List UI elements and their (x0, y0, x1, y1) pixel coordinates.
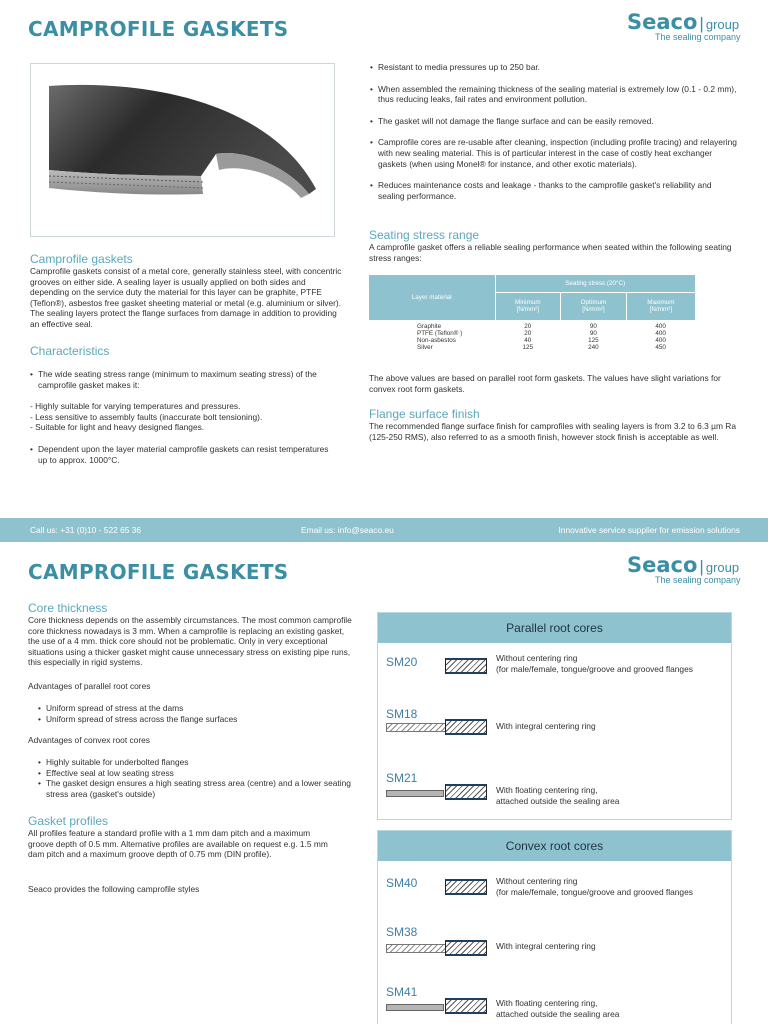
table-header-min: Minimum [N/mm²] (495, 292, 561, 320)
floating-ring-sm21 (386, 790, 444, 797)
logo-group-text: group (705, 560, 740, 575)
contact-footer (0, 518, 768, 542)
table-note: The above values are based on parallel root form gaskets. The values have slight variations for convex root form gaskets. (369, 373, 721, 394)
profile-sm41-diagram (445, 998, 487, 1014)
code-sm20: SM20 (386, 655, 418, 669)
convex-adv-list (38, 757, 358, 799)
integral-ring-sm38 (386, 944, 448, 953)
floating-ring-sm41 (386, 1004, 444, 1011)
desc-sm40: Without centering ring (for male/female, tongue/groove and grooved flanges (496, 876, 693, 897)
gasket-photo-illustration (31, 64, 335, 237)
list-item: • Resistant to media pressures up to 250 bar. (370, 62, 541, 72)
parallel-panel-title: Parallel root cores (378, 613, 731, 643)
list-item: • The gasket will not damage the flange surface and can be easily removed. (370, 115, 654, 126)
characteristics-point-2: Dependent upon the layer material camprofile gaskets can resist temperatures up to approx. 1000°C. (38, 443, 329, 465)
footer-email: Email us: info@seaco.eu (301, 525, 394, 535)
list-item: • Effective seal at low seating stress (38, 767, 174, 778)
seating-text: A camprofile gasket offers a reliable sealing performance when seated within the following seating stress ranges: (369, 242, 732, 263)
profile-sm20-diagram (445, 658, 487, 674)
logo-main-text: Seaco (627, 10, 698, 34)
profile-sm40-diagram (445, 879, 487, 895)
desc-sm20: Without centering ring (for male/female, tongue/groove and grooved flanges (496, 653, 693, 674)
core-text: Core thickness depends on the assembly circumstances. The most common camprofile core thickness nowadays is 3 mm. When a camprofile is replacing an existing gasket, the use of a 4 mm. thick core should not be problematic. Only in very exceptional situations using a thicker gasket might cause unnecessary stress on existing pipe runs, this especially in rigid systems. (28, 615, 352, 668)
camprofile-heading: Camprofile gaskets (30, 252, 133, 266)
parallel-adv-heading: Advantages of parallel root cores (28, 681, 151, 691)
code-sm40: SM40 (386, 876, 418, 890)
convex-adv-heading: Advantages of convex root cores (28, 735, 150, 745)
list-item: - Highly suitable for varying temperatures and pressures. (30, 401, 241, 412)
desc-sm38: With integral centering ring (496, 941, 596, 951)
footer-phone: Call us: +31 (0)10 - 522 65 36 (30, 525, 142, 535)
code-sm41: SM41 (386, 985, 418, 999)
styles-text: Seaco provides the following camprofile styles (28, 884, 200, 894)
desc-sm21: With floating centering ring, attached outside the sealing area (496, 785, 620, 806)
integral-ring-sm18 (386, 723, 448, 732)
footer-slogan: Innovative service supplier for emission solutions (558, 525, 740, 535)
characteristics-list (30, 401, 340, 433)
code-sm21: SM21 (386, 771, 418, 785)
parallel-adv-list (38, 703, 358, 724)
profile-sm18-diagram (445, 719, 487, 735)
profile-sm21-diagram (445, 784, 487, 800)
table-row: Graphite 20 90 400 (417, 323, 666, 330)
logo-group-text: group (705, 17, 740, 32)
profile-sm38-diagram (445, 940, 487, 956)
table-header-layer: Layer material (369, 275, 495, 320)
logo-tagline: The sealing company (655, 575, 741, 585)
profiles-text: All profiles feature a standard profile with a 1 mm dam pitch and a maximum groove depth of 0.5 mm. Alternative profiles are available on request e.g. 1.5 mm dam pitch and a maximum groove depth of 0.75 mm (DIN profile). (28, 828, 328, 860)
code-sm38: SM38 (386, 925, 418, 939)
gasket-photo (30, 63, 335, 237)
table-row: Silver 125 240 450 (417, 344, 666, 351)
convex-panel-title: Convex root cores (378, 831, 731, 861)
characteristics-block: • The wide seating stress range (minimum to maximum seating stress) of the camprofile gasket makes it: - Highly suitable for varying temperatures and pressures. - Less sensitive to assembly faults (inaccurate bolt tensioning). - Suitable for light and heavy designed flanges. • Dependent upon the layer material camprofile gaskets can resist temperatures up to approx. 1000°C. (30, 369, 340, 465)
page-title: CAMPROFILE GASKETS (28, 17, 289, 41)
page-title-2: CAMPROFILE GASKETS (28, 560, 289, 584)
core-heading: Core thickness (28, 601, 108, 615)
characteristics-point-1: The wide seating stress range (minimum to maximum seating stress) of the camprofile gasket makes it: (38, 369, 317, 390)
list-item: • The gasket design ensures a high seating stress area (centre) and a lower seating stress area (gasket's outside) (38, 778, 351, 799)
table-row: Non-asbestos 40 125 400 (417, 337, 666, 344)
list-item: • Camprofile cores are re-usable after cleaning, inspection (including profile tracing) and relayering with new sealing material. This is of particular interest in the case of costly heat exchanger gaskets (when using Monel® for instance, and other exotic materials). (370, 137, 737, 169)
characteristics-heading: Characteristics (30, 344, 110, 358)
flange-text: The recommended flange surface finish for camprofiles with sealing layers is from 3.2 to 6.3 µm Ra (125-250 RMS), also referred to as a smooth finish, however stock finish is acceptable as well. (369, 421, 736, 442)
desc-sm41: With floating centering ring, attached outside the sealing area (496, 998, 620, 1019)
camprofile-text: Camprofile gaskets consist of a metal core, generally stainless steel, with concentric grooves on either side. A sealing layer is usually applied on both sides and depending on the service duty the material for this layer can be graphite, PTFE (Teflon®), asbestos free gasket sheeting material or metal (e.g. aluminium or silver). The sealing layers protect the flange surfaces from damage in addition to providing an effective seal. (30, 266, 342, 329)
table-header-group: Seating stress (20°C) (495, 275, 695, 292)
list-item: • Reduces maintenance costs and leakage - thanks to the camprofile gasket's reliability and sealing performance. (370, 180, 712, 201)
seaco-logo-2: Seaco | group The sealing company (627, 553, 741, 585)
list-item: - Less sensitive to assembly faults (inaccurate bolt tensioning). (30, 411, 263, 422)
table-row: PTFE (Teflon® ) 20 90 400 (417, 330, 666, 337)
seaco-logo: Seaco | group The sealing company (627, 10, 741, 42)
list-item: - Suitable for light and heavy designed flanges. (30, 422, 205, 433)
convex-root-cores-panel (377, 830, 732, 1024)
list-item: • Highly suitable for underbolted flanges (38, 757, 189, 767)
seating-stress-table (369, 275, 695, 351)
table-header-opt: Optimum [N/mm²] (561, 292, 627, 320)
parallel-root-cores-panel (377, 612, 732, 820)
flange-heading: Flange surface finish (369, 407, 480, 421)
table-header-max: Maximum [N/mm²] (626, 292, 695, 320)
list-item: • Uniform spread of stress at the dams (38, 703, 184, 713)
logo-tagline: The sealing company (655, 32, 741, 42)
code-sm18: SM18 (386, 707, 418, 721)
features-list (370, 62, 740, 201)
profiles-heading: Gasket profiles (28, 814, 109, 828)
logo-main-text: Seaco (627, 553, 698, 577)
desc-sm18: With integral centering ring (496, 721, 596, 731)
list-item: • Uniform spread of stress across the flange surfaces (38, 713, 238, 724)
list-item: • When assembled the remaining thickness of the sealing material is extremely low (0.1 - 0.2 mm), thus reducing leaks, fail rates and environment pollution. (370, 83, 737, 105)
seating-heading: Seating stress range (369, 228, 480, 242)
